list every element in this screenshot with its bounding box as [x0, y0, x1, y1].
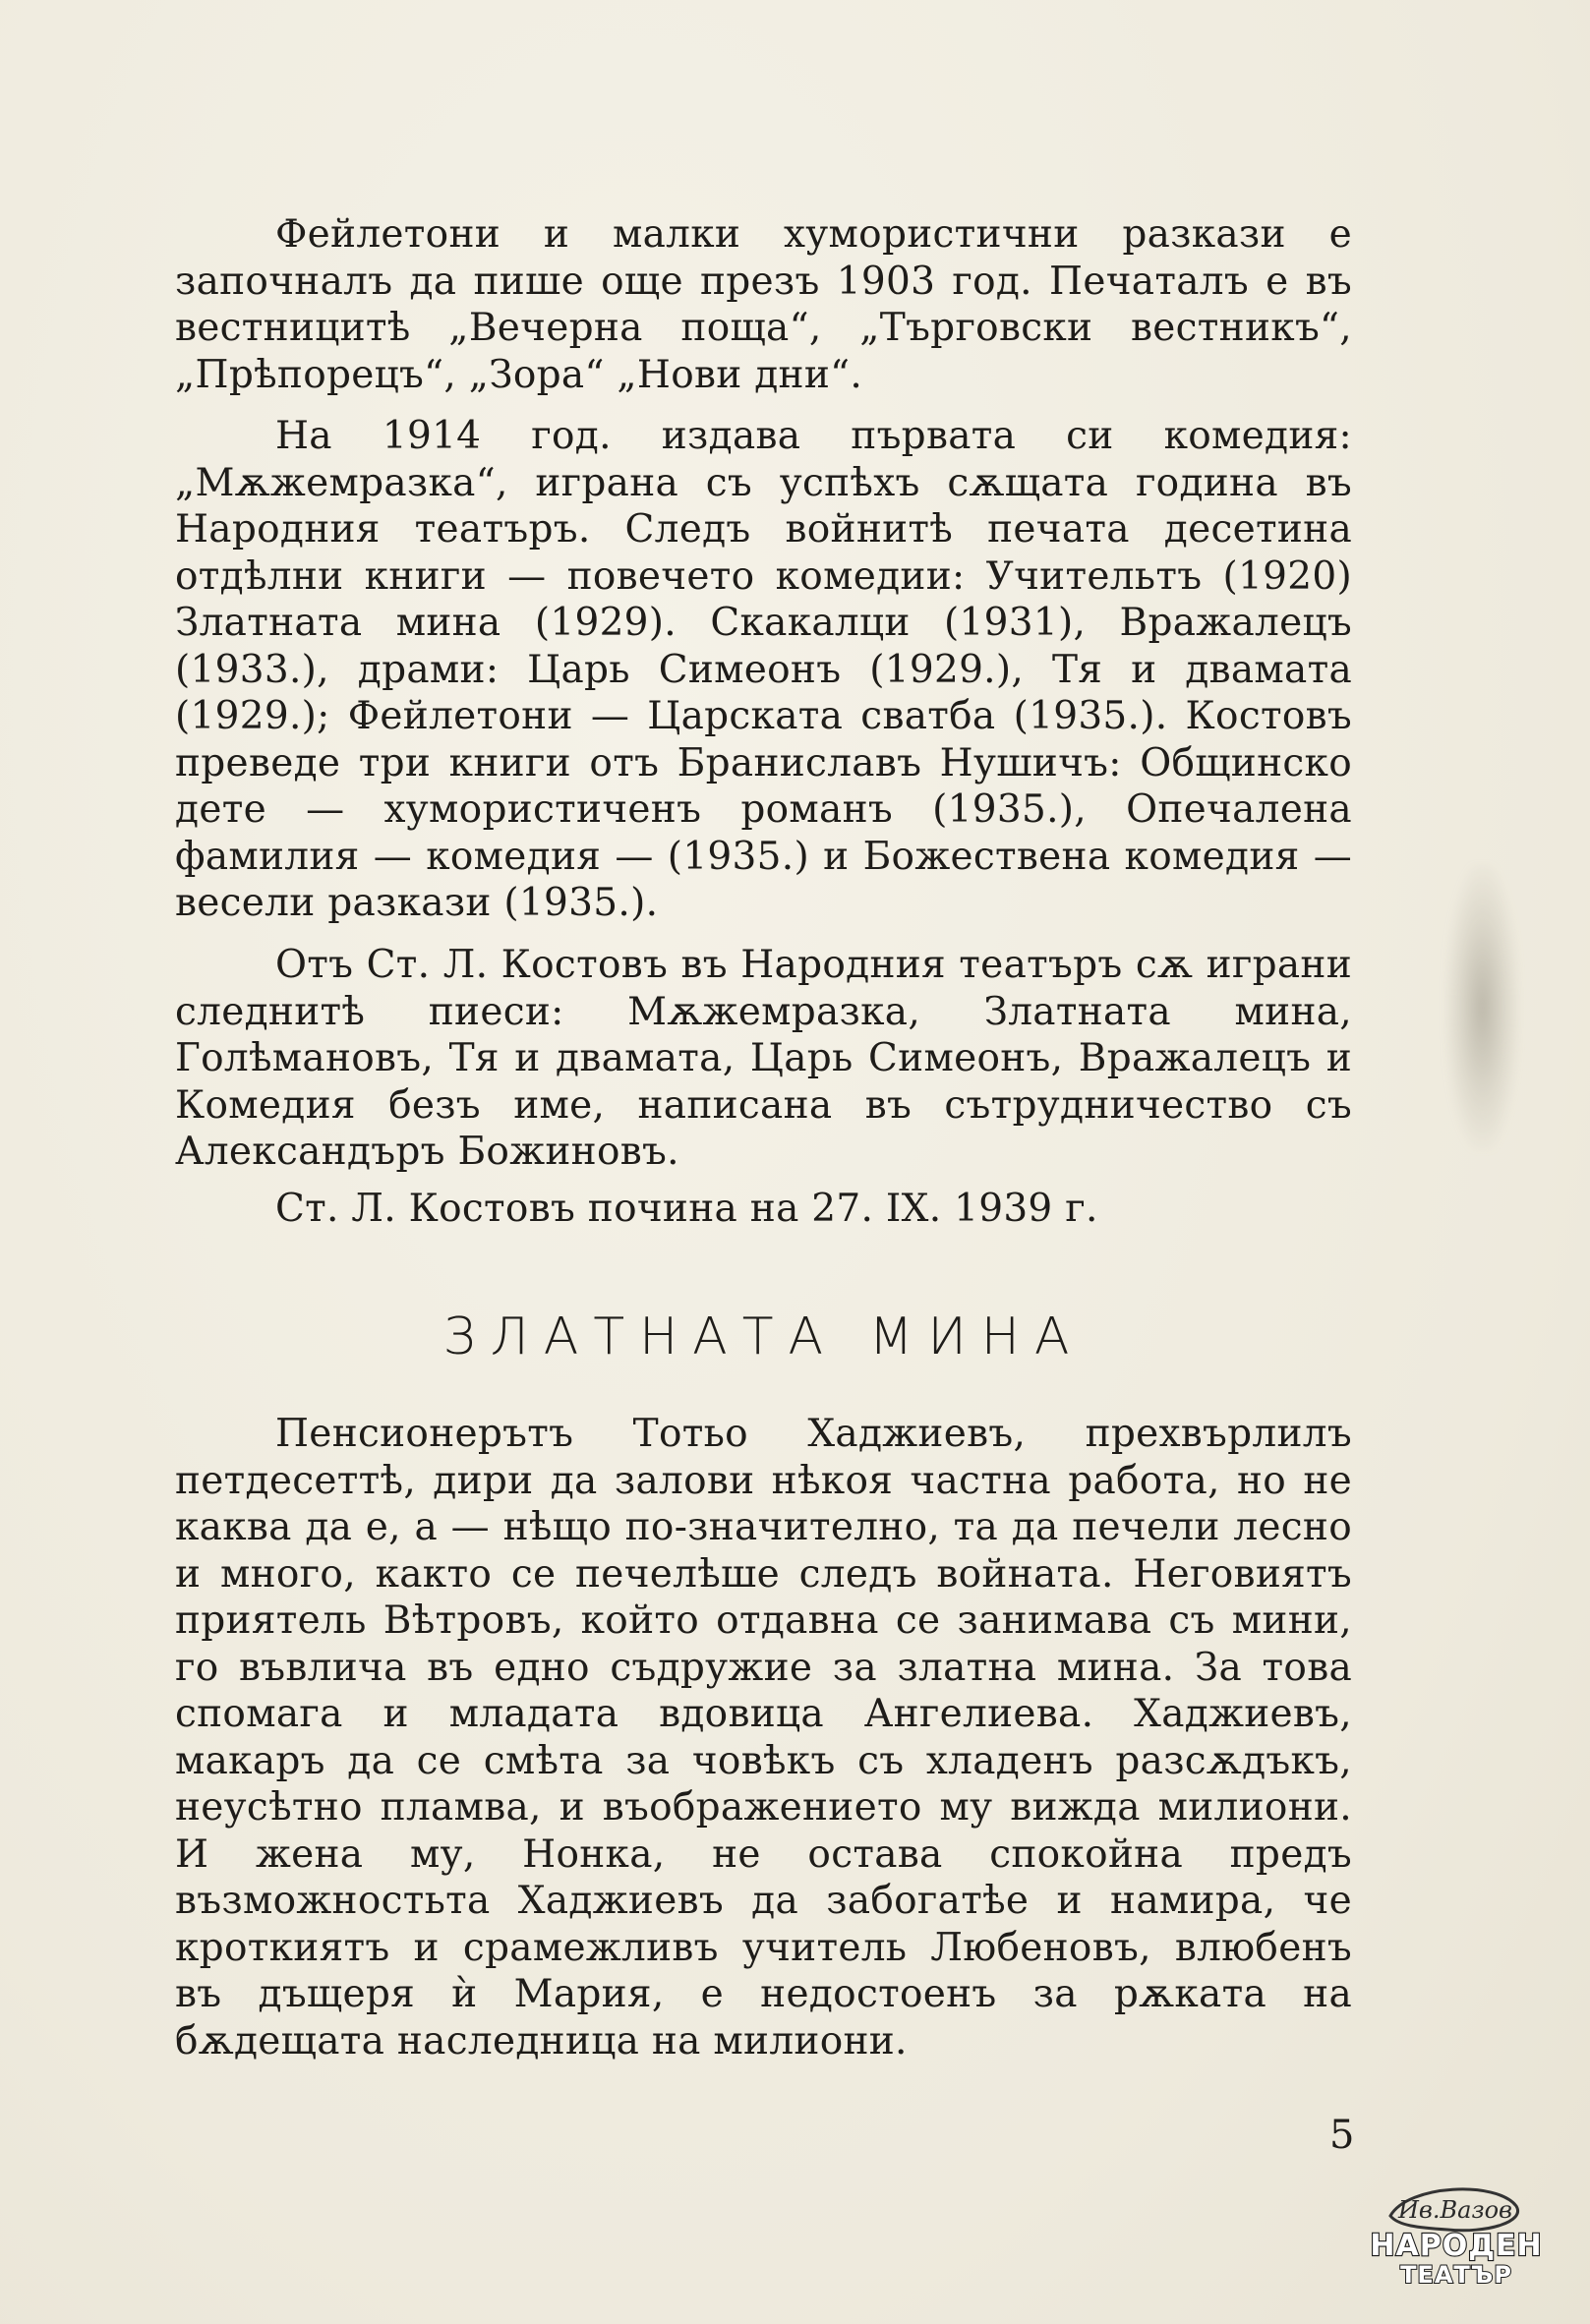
text-block-1 [175, 211, 1352, 398]
paragraph-synopsis: Пенсионерътъ Тотьо Хаджиевъ, прехвърлилъ петдесеттѣ, дири да залови нѣкоя частна работа, но не каква да е, а — нѣщо по-значително, та да печели лесно и много, както се печелѣше следъ войната. Неговиятъ приятель Вѣтровъ, който отдавна се занимава съ мини, го въвлича въ едно съдружие за златна мина. За това спомага и младата вдовица Ангелиева. Хаджиевъ, макаръ да се смѣта за човѣкъ съ хладенъ разсѫдъкъ, неусѣтно пламва, и въображението му вижда милиони. И жена му, Нонка, не остава спокойна предъ възможностьта Хаджиевъ да забогатѣе и намира, че кроткиятъ и срамежливъ учитель Любеновъ, влюбенъ въ дъщеря ѝ Мария, е недостоенъ за рѫката на бѫдещата наследница на милиони. [175, 1412, 1352, 2063]
page-number: 5 [1329, 2113, 1355, 2158]
text-block-synopsis [175, 1411, 1352, 2064]
paragraph-feuilletons: Фейлетони и малки хумористични разкази е започналъ да пише още презъ 1903 год. Печаталъ е въ вестницитѣ „Вечерна поща“, „Търговски вестникъ“, „Прѣпорецъ“, „Зора“ „Нови дни“. [175, 212, 1352, 397]
text-block-2 [175, 413, 1352, 927]
seal-script: Ив.Вазов [1398, 2196, 1512, 2224]
paper-stain [1445, 865, 1519, 1150]
paragraph-works: На 1914 год. издава първата си комедия: „Мѫжемразка“, играна съ успѣхъ сѫщата година въ Народния театъръ. Следъ войнитѣ печата десетина отдѣлни книги — повечето комедии: Учительтъ (1920) Златната мина (1929). Скакалци (1931), Вражалецъ (1933.), драми: Царь Симеонъ (1929.), Тя и двамата (1929.); Фейлетони — Царската сватба (1935.). Костовъ преведе три книги отъ Браниславъ Нушичъ: Общинско дете — хумористиченъ романъ (1935.), Опечалена фамилия — комедия — (1935.) и Божествена комедия — весели разкази (1935.). [175, 414, 1352, 925]
seal-graphic [1369, 2177, 1544, 2291]
paragraph-plays: Отъ Ст. Л. Костовъ въ Народния театъръ сѫ играни следнитѣ пиеси: Мѫжемразка, Златната мина, Голѣмановъ, Тя и двамата, Царь Симеонъ, Вражалецъ и Комедия безъ име, написана въ сътрудничество съ Александъръ Божиновъ. [175, 943, 1352, 1174]
text-block-4 [175, 1186, 1352, 1233]
seal-line-1: НАРОДЕН [1370, 2229, 1543, 2263]
paragraph-death: Ст. Л. Костовъ почина на 27. IX. 1939 г. [275, 1187, 1098, 1231]
section-title: ЗЛАТНАТА МИНА [442, 1307, 1085, 1366]
theatre-seal-stamp [1369, 2177, 1544, 2291]
text-block-3 [175, 942, 1352, 1176]
seal-line-2: ТЕАТЪР [1400, 2261, 1512, 2289]
